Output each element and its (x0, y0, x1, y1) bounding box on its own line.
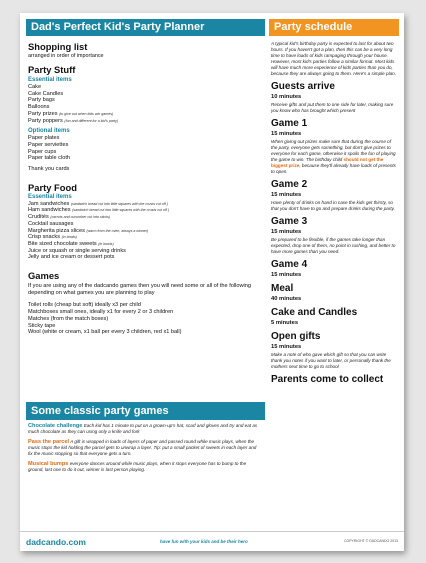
party-food-section (28, 182, 263, 261)
classic-game-text: Each kid has 1 minute to put on a grown-up's hat, scarf and gloves and try and eat as much chocolate as they can using only a knife and fork (28, 423, 258, 434)
schedule-item-title: Game 2 (271, 179, 308, 190)
games-title: Games (28, 270, 60, 282)
classic-game-title: Musical bumps (28, 461, 69, 467)
schedule-item-title: Cake and Candles (271, 307, 358, 318)
schedule-item (271, 374, 398, 386)
item-note: (sandwich bread cut into little squares with the crusts cut off ) (72, 208, 170, 213)
list-item (28, 214, 263, 221)
party-stuff-optional-label: Optional items (28, 128, 70, 135)
party-stuff-title: Party Stuff (28, 64, 76, 75)
item-name: Matchboxes small ones, ideally x1 for every 2 or 3 children (28, 309, 174, 316)
right-column (271, 41, 398, 531)
list-item (28, 91, 263, 98)
party-food-essential-label: Essential items (28, 193, 72, 200)
classic-game-text: A gift is wrapped in loads of layers of paper and passed round while music plays, when the music stops the kid holding the parcel gets to unwrap a layer. Tip: put a small packet of sweets in each layer and fix the music stopping so that everyone gets a turn. (28, 439, 257, 456)
item-name: Paper table cloth (28, 155, 70, 162)
schedule-item (271, 259, 398, 279)
item-name: Cake Candles (28, 90, 64, 97)
schedule-item-duration: 10 minutes (271, 94, 302, 100)
item-name: Toilet rolls (cheap but soft) ideally x3 per child (28, 302, 141, 309)
item-name: Paper serviettes (28, 141, 69, 148)
dadcando-logo[interactable]: dadcando.com (26, 537, 86, 547)
item-note: (to give out when kids win games) (59, 111, 114, 116)
item-note: (fun and different for a kid's party) (64, 118, 119, 123)
item-note: (warm from the oven, always a winner) (86, 228, 149, 233)
list-item (28, 155, 263, 162)
list-item (28, 241, 263, 248)
item-name: Paper cups (28, 148, 57, 155)
classic-game (28, 461, 260, 473)
schedule-item-title: Meal (271, 283, 294, 294)
schedule-item-title: Game 4 (271, 259, 308, 270)
list-item (28, 84, 263, 91)
schedule-item-highlight: should not get the biggest prize (271, 157, 384, 168)
item-name: Party poppers (28, 117, 63, 124)
item-note: (carrots and cucumber cut into sticks) (50, 215, 111, 220)
schedule-intro: A typical kid's birthday party is expected to last for about two hours. If you haven't got a plan, then this can be a very long time to have loads of kids rampaging through your house. However, most kid's parties follow a similar format. Most kids will have much more experience of kids parties than you do, because they are always going to them. Here's a simple plan. (271, 41, 396, 76)
item-name: Ham sandwiches (28, 207, 71, 214)
planner-title: Dad's Perfect Kid's Party Planner (31, 21, 205, 33)
item-name: Margherita pizza slices (28, 227, 85, 234)
schedule-item-duration: 15 minutes (271, 192, 302, 198)
list-item (28, 104, 263, 111)
list-item (28, 207, 263, 214)
schedule-item-duration: 15 minutes (271, 344, 302, 350)
item-name: Cocktail sausages (28, 220, 74, 227)
classic-game (28, 439, 260, 457)
item-name: Matches (from the match boxes) (28, 315, 109, 322)
planner-title-banner (26, 19, 265, 36)
list-item (28, 97, 263, 104)
item-note: (in bowls) (61, 235, 77, 240)
planner-page (20, 13, 404, 551)
item-name: Party prizes (28, 110, 58, 117)
classic-game-text: everyone dances around while music plays, when it stops everyone has to bump to the ground, last one to do it out, winner is last person playing. (28, 461, 247, 472)
party-stuff-optional-list (28, 135, 263, 162)
classic-games-title: Some classic party games (31, 405, 169, 417)
schedule-item-title: Game 3 (271, 216, 308, 227)
schedule-item-text: Make a note of who gave which gift so that you can write thank you notes if you want to later, or personally thank the mothers next time to go to school (271, 352, 391, 369)
schedule-item (271, 81, 398, 114)
classic-games-banner (26, 402, 265, 420)
schedule-item (271, 331, 398, 370)
schedule-item-duration: 40 minutes (271, 296, 302, 302)
schedule-item-title: Open gifts (271, 331, 321, 342)
shopping-title: Shopping list (28, 41, 88, 52)
schedule-list (271, 81, 398, 386)
item-name: Cake (28, 84, 42, 90)
footer-copyright: COPYRIGHT © DADCANDO 2013 (343, 539, 398, 543)
schedule-title: Party schedule (274, 21, 353, 33)
list-item (28, 118, 263, 125)
list-item (28, 149, 263, 156)
item-note: (sandwich bread cut into little squares with the crusts cut off ) (70, 201, 168, 206)
list-item (28, 302, 263, 309)
schedule-item-text: Have plenty of drinks on hand in case the kids get thirsty, so that you don't have to go and prepare drinks during the party. (271, 200, 395, 211)
list-item (28, 316, 263, 323)
schedule-item-duration: 15 minutes (271, 272, 302, 278)
party-stuff-essential-label: Essential items (28, 77, 72, 83)
item-name: Crudités (28, 214, 49, 221)
schedule-item-title: Parents come to collect (271, 374, 384, 385)
item-name: Jelly and ice cream or dessert pots (28, 254, 115, 261)
list-item (28, 221, 263, 228)
left-column (28, 41, 263, 399)
games-section (28, 270, 263, 336)
list-item (28, 228, 263, 235)
schedule-item (271, 179, 398, 212)
classic-game-title: Chocolate challenge (28, 423, 83, 429)
item-note: (in bowls) (98, 241, 114, 246)
party-stuff-essential-list (28, 84, 263, 124)
games-supply-list (28, 302, 263, 336)
party-food-list (28, 201, 263, 261)
schedule-item (271, 283, 398, 303)
list-item (28, 329, 263, 336)
list-item (28, 111, 263, 118)
item-name: Wool (white or cream, x1 ball per every 3 children, red x1 ball) (28, 329, 182, 336)
schedule-item-text: When giving out prizes make sure that during the course of the party, everyone gets something, but don't give prizes to everyone for each game, otherwise it spoils the fun of playing the game to win. The birthday child should not get the biggest prize, because they'll already have loads of presents to open. (271, 139, 396, 174)
item-name: Party bags (28, 97, 55, 104)
list-item (28, 248, 263, 255)
list-item (28, 142, 263, 149)
thank-you-cards: Thank you cards (28, 166, 70, 173)
schedule-title-banner (269, 19, 399, 36)
schedule-item-duration: 15 minutes (271, 229, 302, 235)
list-item (28, 309, 263, 316)
classic-game-title: Pass the parcel (28, 439, 70, 445)
item-name: Crisp snacks (28, 234, 61, 241)
list-item (28, 323, 263, 330)
footer (20, 531, 404, 551)
schedule-item-text: Be prepared to be flexible, if the games take longer than expected, drop one of them, no point in rushing, and better to have more games than you need. (271, 237, 396, 254)
schedule-item-title: Game 1 (271, 118, 308, 129)
party-stuff-section (28, 64, 263, 173)
schedule-item (271, 307, 398, 327)
schedule-item-title: Guests arrive (271, 81, 335, 92)
item-name: Sticky tape (28, 322, 56, 329)
item-name: Balloons (28, 104, 50, 111)
list-item (28, 234, 263, 241)
item-name: Paper plates (28, 135, 60, 142)
item-name: Juice or squash or single serving drinks (28, 247, 126, 254)
list-item (28, 135, 263, 142)
schedule-item-text: Receive gifts and put them to one side for later, making sure you know who has brought which present (271, 102, 394, 113)
item-name: Jam sandwiches (28, 200, 70, 207)
list-item (28, 201, 263, 208)
schedule-item-duration: 5 minutes (271, 320, 299, 326)
list-item (28, 254, 263, 261)
classic-game (28, 423, 260, 435)
item-name: Bite sized chocolate sweets (28, 240, 97, 247)
schedule-item (271, 216, 398, 255)
party-food-title: Party Food (28, 181, 77, 193)
footer-tagline: have fun with your kids and be their hero (160, 539, 248, 544)
schedule-item (271, 118, 398, 175)
classic-games-list (28, 423, 260, 529)
schedule-item-duration: 15 minutes (271, 131, 302, 137)
games-intro: If you are using any of the dadcando games then you will need some or all of the following depending on what games you are planning to play (28, 283, 251, 296)
shopping-subtitle: arranged in order of importance (28, 53, 104, 59)
